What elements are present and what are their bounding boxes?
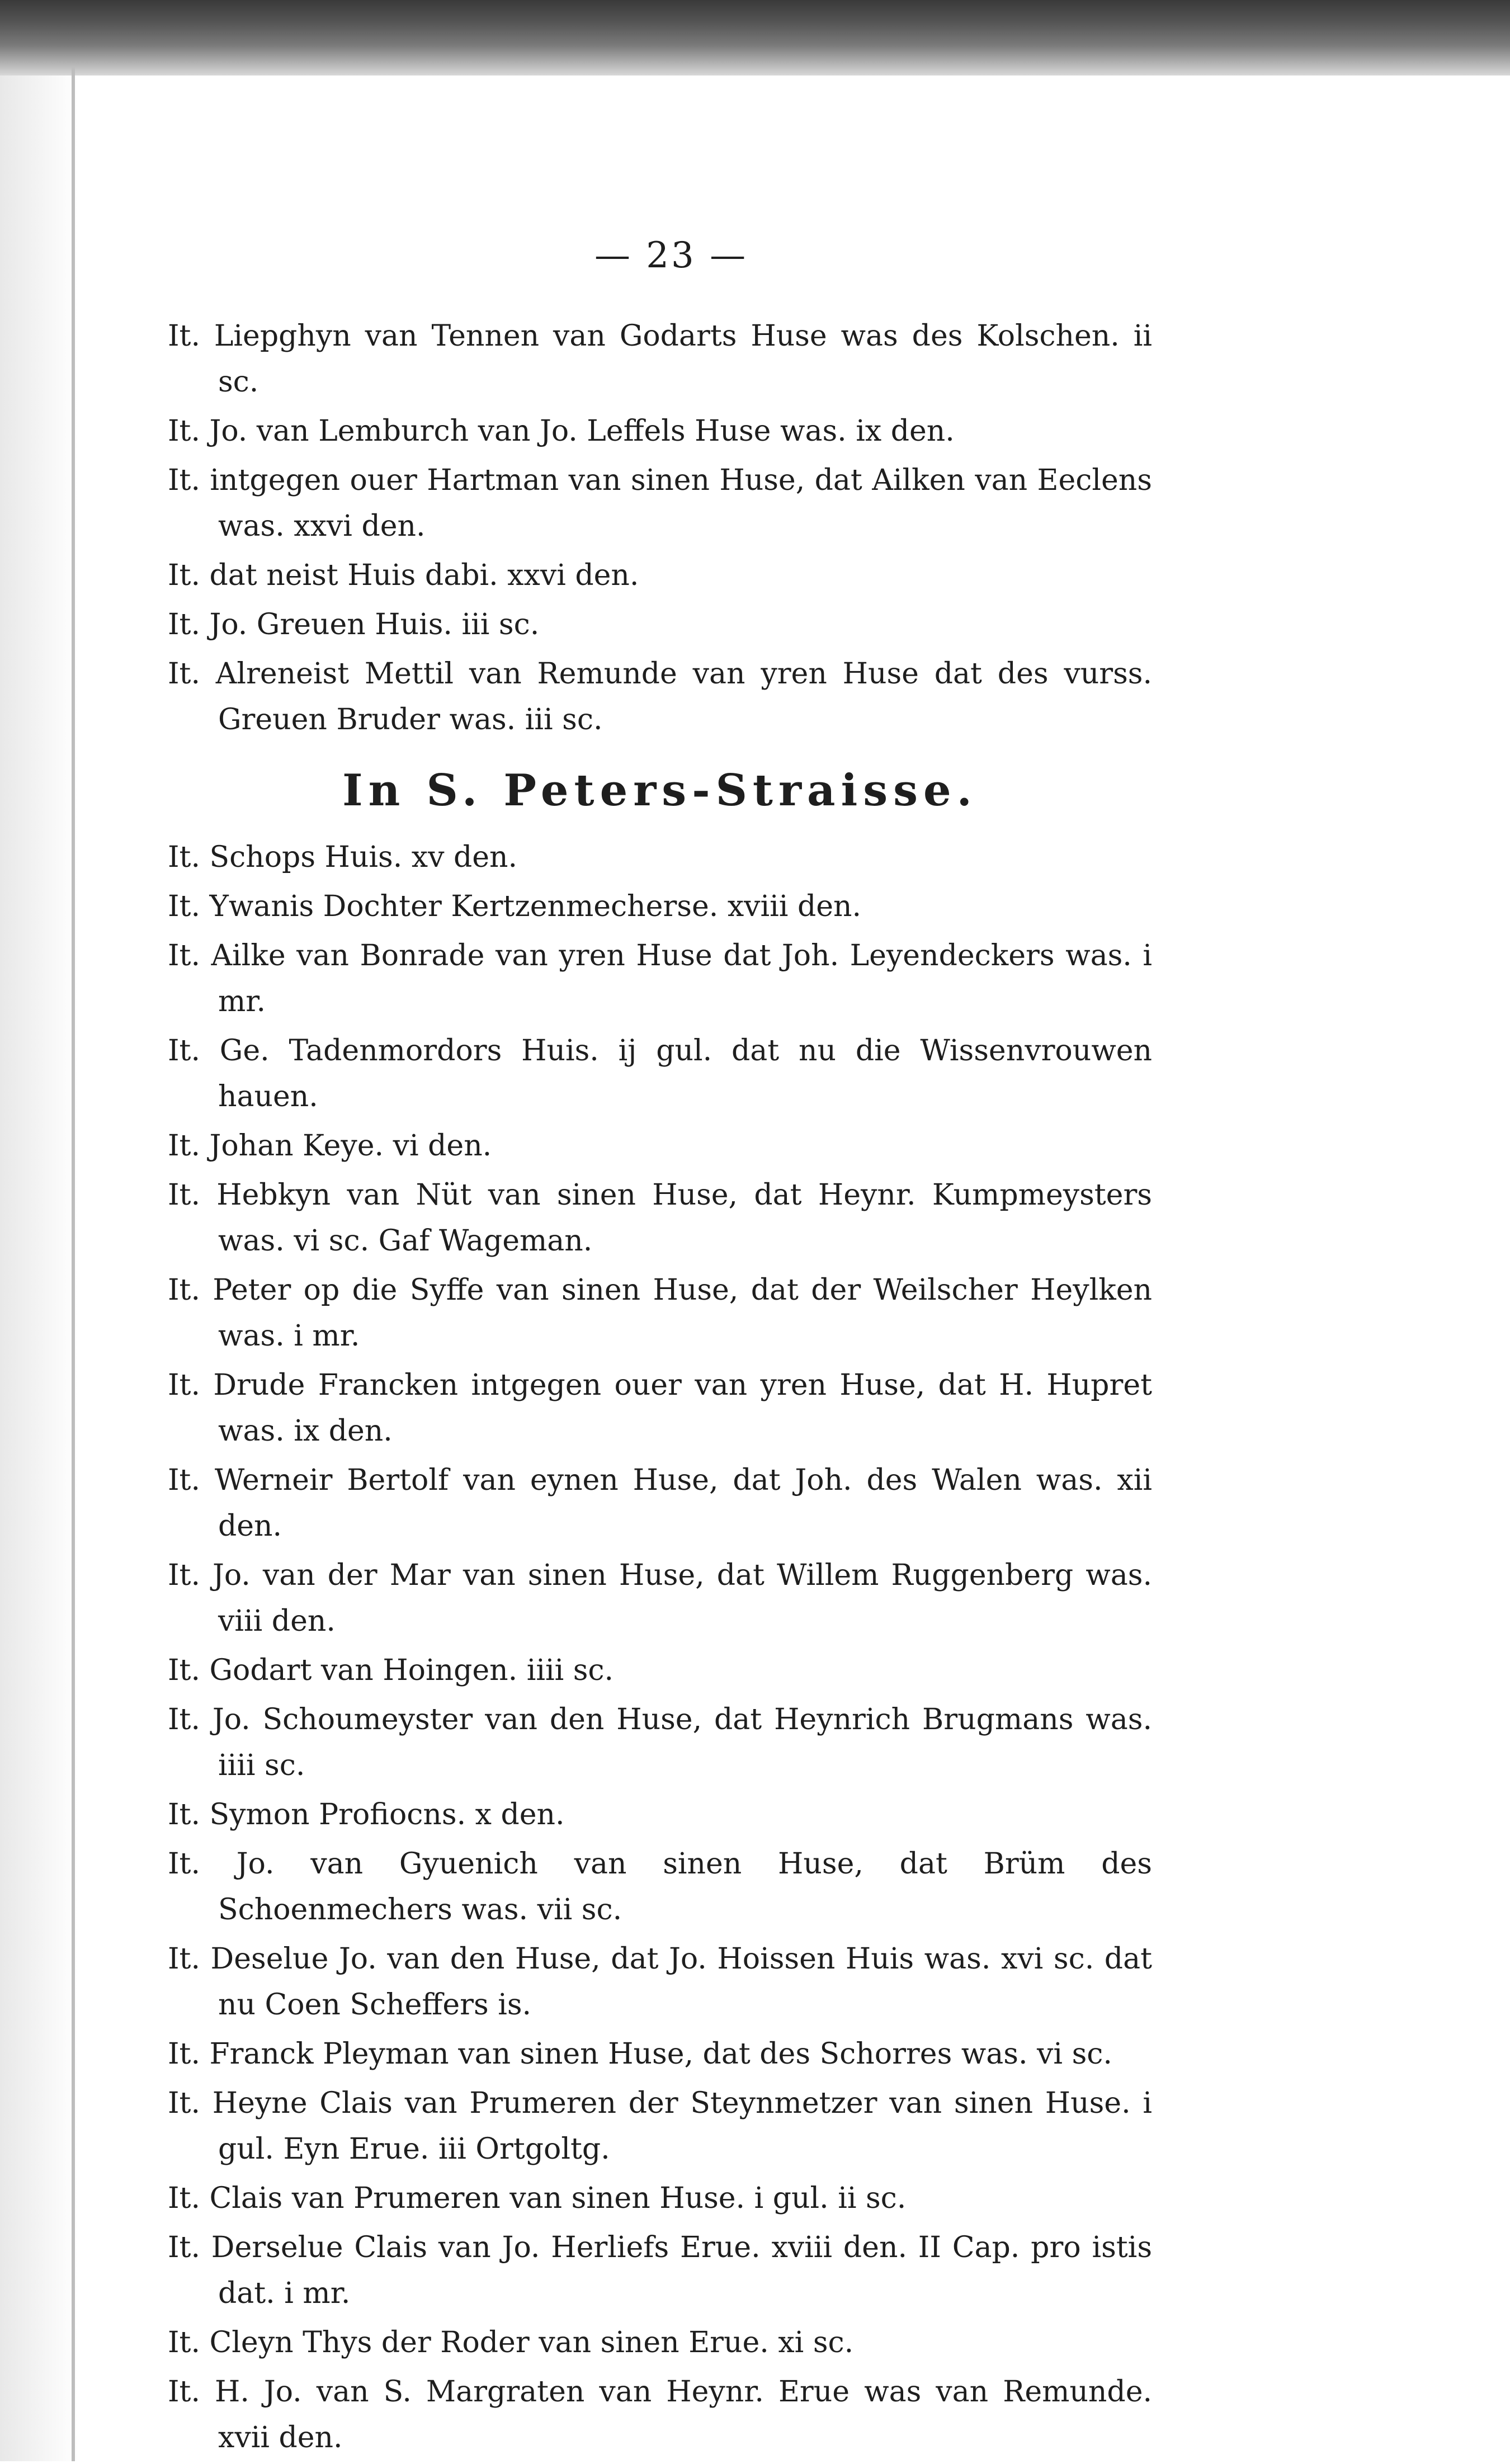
ledger-entry: It. Jo. van der Mar van sinen Huse, dat Willem Ruggenberg was. viii den.	[168, 1559, 1152, 1638]
ledger-entry: It. Clais van Prumeren van sinen Huse. i gul. ii sc.	[168, 2182, 907, 2215]
ledger-entry: It. Alreneist Mettil van Remunde van yren Huse dat des vurss. Greuen Bruder was. iii sc.	[168, 657, 1152, 737]
ledger-entry: It. Drude Francken intgegen ouer van yren Huse, dat H. Hupret was. ix den.	[168, 1368, 1152, 1448]
document-body	[168, 313, 1152, 2464]
entries-section	[168, 834, 1152, 2461]
ledger-entry: It. Derselue Clais van Jo. Herliefs Erue. xviii den. II Cap. pro istis dat. i mr.	[168, 2231, 1152, 2310]
page-number: — 23 —	[594, 235, 748, 276]
scan-shadow-left	[0, 0, 78, 2461]
scan-shadow-top	[0, 0, 1510, 75]
ledger-entry: It. H. Jo. van S. Margraten van Heynr. Erue was van Remunde. xvii den.	[168, 2375, 1152, 2454]
ledger-entry: It. Ailke van Bonrade van yren Huse dat Joh. Leyendeckers was. i mr.	[168, 939, 1152, 1018]
ledger-entry: It. dat neist Huis dabi. xxvi den.	[168, 559, 639, 592]
ledger-entry: It. Werneir Bertolf van eynen Huse, dat Joh. des Walen was. xii den.	[168, 1464, 1152, 1543]
ledger-entry: It. Ge. Tadenmordors Huis. ij gul. dat nu die Wissenvrouwen hauen.	[168, 1034, 1152, 1113]
ledger-entry: It. Heyne Clais van Prumeren der Steynmetzer van sinen Huse. i gul. Eyn Erue. iii Ortgoltg.	[168, 2087, 1152, 2166]
section-heading: In S. Peters-Straisse.	[342, 765, 978, 816]
ledger-entry: It. Franck Pleyman van sinen Huse, dat des Schorres was. vi sc.	[168, 2037, 1112, 2071]
ledger-entry: It. Peter op die Syffe van sinen Huse, dat der Weilscher Heylken was. i mr.	[168, 1273, 1152, 1353]
ledger-entry: It. Liepghyn van Tennen van Godarts Huse was des Kolschen. ii sc.	[168, 319, 1152, 399]
ledger-entry: It. intgegen ouer Hartman van sinen Huse, dat Ailken van Eeclens was. xxvi den.	[168, 464, 1152, 543]
ledger-entry: It. Cleyn Thys der Roder van sinen Erue. xi sc.	[168, 2326, 854, 2359]
entries-top	[168, 313, 1152, 743]
ledger-entry: It. Schops Huis. xv den.	[168, 841, 518, 874]
ledger-entry: It. Jo. Greuen Huis. iii sc.	[168, 608, 540, 641]
ledger-entry: It. Jo. Schoumeyster van den Huse, dat Heynrich Brugmans was. iiii sc.	[168, 1703, 1152, 1782]
ledger-entry: It. Deselue Jo. van den Huse, dat Jo. Hoissen Huis was. xvi sc. dat nu Coen Scheffers is.	[168, 1942, 1152, 2022]
ledger-entry: It. Hebkyn van Nüt van sinen Huse, dat Heynr. Kumpmeysters was. vi sc. Gaf Wageman.	[168, 1178, 1152, 1258]
ledger-entry: It. Symon Profiocns. x den.	[168, 1798, 565, 1832]
ledger-entry: It. Jo. van Lemburch van Jo. Leffels Huse was. ix den.	[168, 414, 955, 448]
ledger-entry: It. Johan Keye. vi den.	[168, 1129, 492, 1163]
page-fold-line	[72, 67, 75, 2461]
ledger-entry: It. Ywanis Dochter Kertzenmecherse. xviii den.	[168, 890, 862, 923]
ledger-entry: It. Godart van Hoingen. iiii sc.	[168, 1654, 614, 1687]
ledger-entry: It. Jo. van Gyuenich van sinen Huse, dat Brüm des Schoenmechers was. vii sc.	[168, 1847, 1152, 1927]
